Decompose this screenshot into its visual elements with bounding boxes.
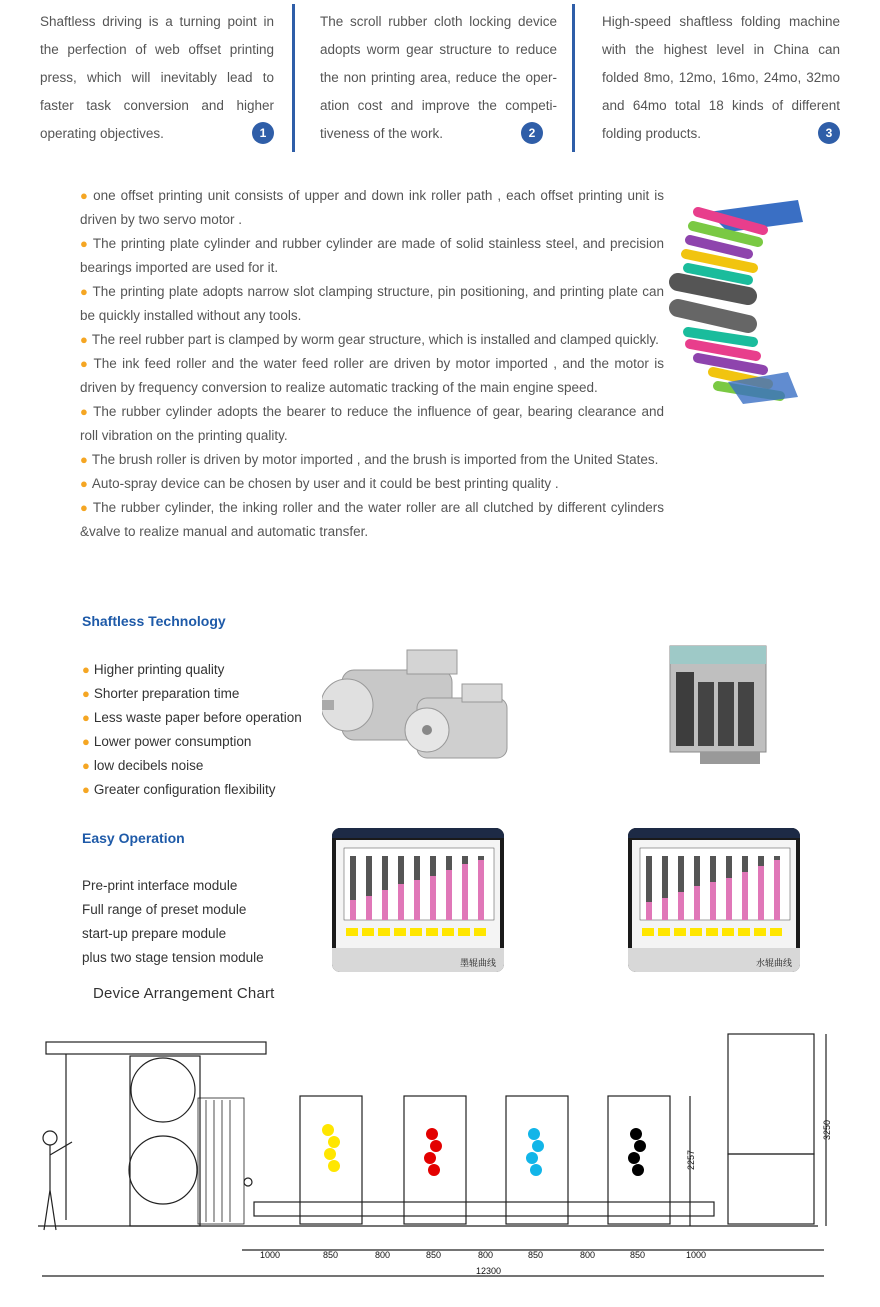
- bullet-dot-icon: ●: [80, 284, 89, 299]
- list-item: ● Greater configuration flexibility: [82, 782, 276, 797]
- bullet-dot-icon: ●: [80, 476, 88, 491]
- feature-columns: [0, 0, 880, 160]
- feature-1: [40, 8, 274, 152]
- dim-label: 850: [323, 1250, 339, 1260]
- feature-2: [320, 8, 557, 152]
- bullet-dot-icon: ●: [82, 758, 90, 773]
- dim-label: 800: [580, 1250, 596, 1260]
- bullet-item: ● The printing plate cylinder and rubber cylinder are made of solid stainless steel, and precision bearings imported are used for it.: [80, 236, 664, 275]
- screen-title-bar: [332, 828, 504, 838]
- bullet-dot-icon: ●: [82, 710, 90, 725]
- dim-label: 1000: [260, 1250, 281, 1260]
- dim-label: 850: [630, 1250, 646, 1260]
- bullet-dot-icon: ●: [80, 500, 89, 515]
- bullet-dot-icon: ●: [80, 452, 88, 467]
- bullet-dot-icon: ●: [80, 332, 88, 347]
- dim-label: 850: [528, 1250, 544, 1260]
- bullet-item: ● The rubber cylinder adopts the bearer to reduce the influence of gear, bearing clearance and roll vibration on the printing quality.: [80, 404, 664, 443]
- screen-chart: [336, 840, 500, 948]
- roller-illustration: [668, 192, 808, 412]
- shaftless-title: Shaftless Technology: [82, 613, 226, 629]
- screen-bars: [350, 856, 484, 920]
- feature-3-text: High-speed shaftless folding machine with the highest level in China can folded 8mo, 12mo, 16mo, 24mo, 32mo and 64mo total 18 kinds of different folding products.: [602, 14, 840, 141]
- servo-motor-image: [322, 640, 518, 770]
- list-item: ● Higher printing quality: [82, 662, 225, 677]
- unit-height-label: 2257: [686, 1149, 696, 1170]
- folder-height-label: 3250: [822, 1119, 832, 1140]
- bullet-dot-icon: ●: [80, 356, 90, 371]
- bullet-item: ● one offset printing unit consists of upper and down ink roller path , each offset printing unit is driven by two servo motor .: [80, 188, 664, 227]
- screen-title-bar: [628, 828, 800, 838]
- list-item: ● Shorter preparation time: [82, 686, 240, 701]
- screen-chart: [632, 840, 796, 948]
- servo-drive-image: [660, 636, 770, 772]
- feature-bullet-list: [80, 184, 664, 544]
- bullet-item: ● The rubber cylinder, the inking roller and the water roller are all clutched by different cylinders &valve to realize manual and automatic transfer.: [80, 500, 664, 539]
- screen-label: 墨辊曲线: [459, 958, 496, 968]
- dim-label: 800: [375, 1250, 391, 1260]
- bullet-item: ● Auto-spray device can be chosen by user and it could be best printing quality .: [80, 476, 559, 491]
- feature-2-number: 2: [521, 122, 543, 144]
- column-divider: [572, 4, 575, 152]
- bullet-dot-icon: ●: [80, 404, 90, 419]
- feature-1-text: Shaftless driving is a turning point in the perfection of web offset printing press, which will inevitably lead to faster task conversion and higher operating objectives.: [40, 14, 274, 141]
- bullet-dot-icon: ●: [82, 662, 90, 677]
- arrangement-title: Device Arrangement Chart: [93, 985, 275, 1002]
- list-item: ● low decibels noise: [82, 758, 204, 773]
- screen-label: 水辊曲线: [755, 958, 792, 968]
- feature-3: [602, 8, 840, 152]
- bullet-dot-icon: ●: [82, 734, 90, 749]
- bullet-item: ● The printing plate adopts narrow slot clamping structure, pin positioning, and printing plate can be quickly installed without any tools.: [80, 284, 665, 323]
- easy-operation-title: Easy Operation: [82, 830, 185, 846]
- list-item: ● Less waste paper before operation: [82, 710, 302, 725]
- bullet-dot-icon: ●: [82, 782, 90, 797]
- bullet-item: ● The brush roller is driven by motor imported , and the brush is imported from the United States.: [80, 452, 659, 467]
- bullet-item: ● The reel rubber part is clamped by worm gear structure, which is installed and clamped quickly.: [80, 332, 659, 347]
- water-roller-screen: [628, 828, 800, 972]
- list-item: start-up prepare module: [82, 926, 227, 941]
- feature-1-number: 1: [252, 122, 274, 144]
- dim-label: 1000: [686, 1250, 707, 1260]
- bullet-dot-icon: ●: [80, 188, 90, 203]
- bullet-dot-icon: ●: [80, 236, 89, 251]
- easy-operation-list: [82, 874, 264, 970]
- ink-roller-screen: [332, 828, 504, 972]
- list-item: Pre-print interface module: [82, 878, 238, 893]
- bullet-dot-icon: ●: [82, 686, 90, 701]
- ink-rollers: [322, 1124, 646, 1176]
- dim-label: 850: [426, 1250, 442, 1260]
- dim-label: 800: [478, 1250, 494, 1260]
- bullet-item: ● The ink feed roller and the water feed roller are driven by motor imported , and the motor is driven by frequency conversion to realize automatic tracking of the main engine speed.: [80, 356, 664, 395]
- device-arrangement-drawing: [38, 1030, 844, 1286]
- list-item: ● Lower power consumption: [82, 734, 252, 749]
- list-item: plus two stage tension module: [82, 950, 264, 965]
- total-length-label: 12300: [476, 1266, 502, 1276]
- column-divider: [292, 4, 295, 152]
- feature-3-number: 3: [818, 122, 840, 144]
- shaftless-list: [82, 658, 302, 802]
- feature-2-text: The scroll rubber cloth locking device adopts worm gear structure to reduce the non printing area, reduce the oper-ation cost and improve the competi-tiveness of the work.: [320, 14, 557, 141]
- list-item: Full range of preset module: [82, 902, 247, 917]
